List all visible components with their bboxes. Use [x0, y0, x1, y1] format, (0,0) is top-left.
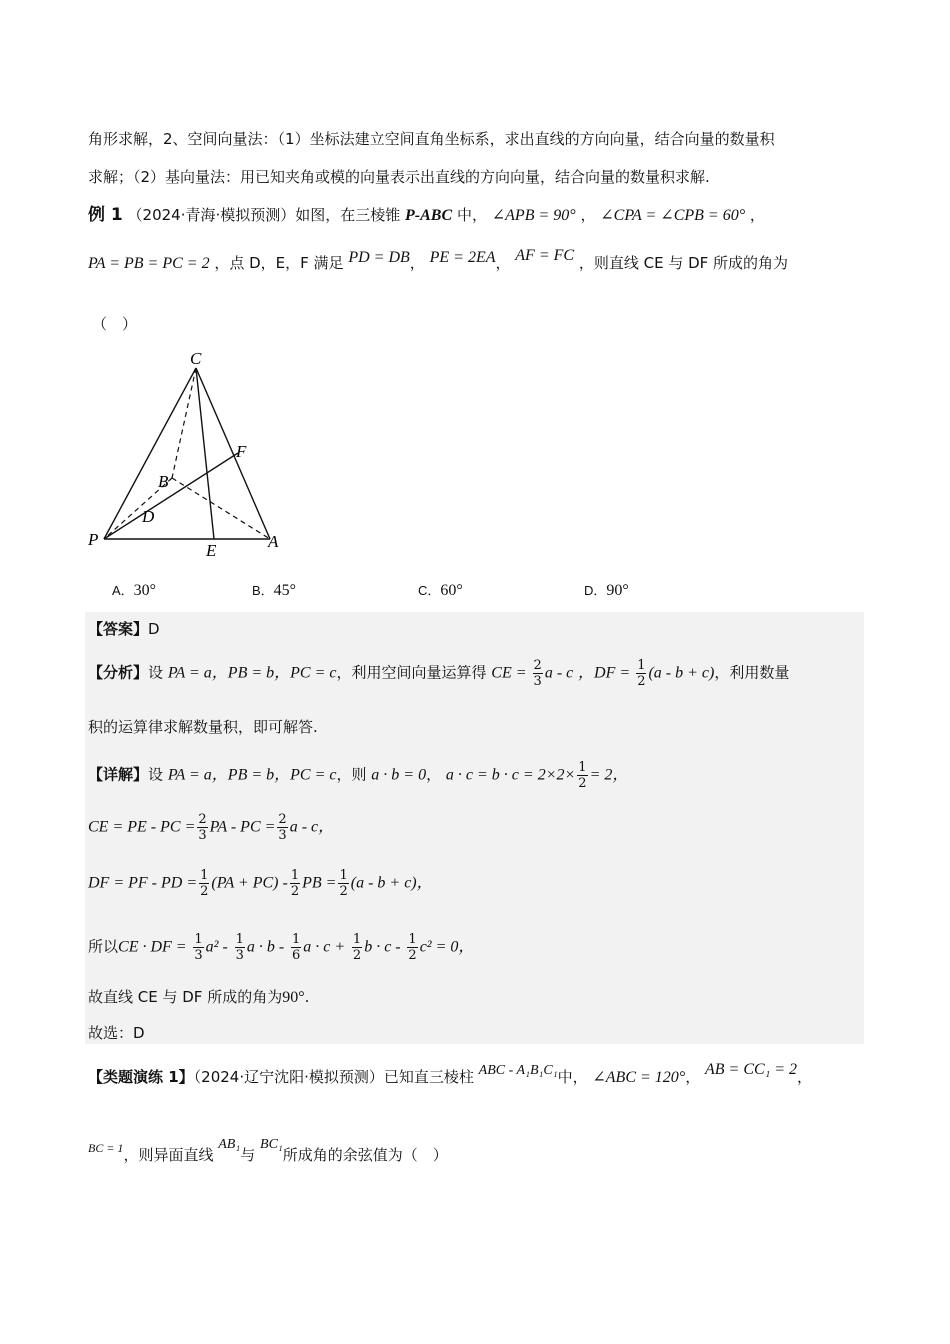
detail-ac-end: = 2， — [589, 766, 629, 784]
dot-g: c² = 0， — [419, 938, 475, 956]
conclusion-angle: 90° — [282, 989, 305, 1006]
option-d[interactable] — [584, 580, 629, 600]
option-b[interactable] — [252, 580, 296, 600]
analysis-set: 设 — [148, 663, 164, 682]
ce-derivation — [88, 812, 334, 843]
fraction — [193, 932, 203, 963]
practice-cond: AB = CC₁ = 2 — [705, 1061, 798, 1078]
option-b-label: B． — [252, 583, 274, 598]
example-line-2: PA = PB = PC = 2 ，点 D，E，F 满足 PD = DB， PE = 2EA， AF = FC ，则直线 CE 与 DF 所成的角为 — [88, 247, 789, 272]
df-b: (PA + PC) - — [211, 874, 288, 892]
detail-vars: PA = a，PB = b，PC = c — [167, 766, 337, 784]
fraction — [352, 932, 362, 963]
question-text: ，则直线 CE 与 DF 所成的角为 — [578, 254, 789, 272]
option-a-label: A． — [112, 583, 134, 598]
fraction-num: 1 — [339, 868, 348, 883]
detail-then: ，则 — [336, 765, 367, 784]
label-c: C — [190, 349, 202, 368]
option-c-value: 60° — [440, 582, 463, 599]
condition-pe: PE = 2EA — [429, 249, 496, 266]
answer-tag: 【答案】 — [88, 620, 149, 638]
label-d: D — [142, 507, 155, 526]
option-a-value: 30° — [133, 582, 157, 599]
example-sep: ， — [580, 206, 596, 224]
fraction — [197, 812, 207, 843]
fraction — [577, 760, 587, 791]
dot-c: a² - — [205, 938, 228, 956]
fraction-num: 1 — [235, 932, 244, 947]
practice-text-b: 与 — [240, 1146, 256, 1164]
analysis-tag: 【分析】 — [88, 663, 149, 682]
practice-mid: 中， — [557, 1068, 588, 1086]
label-b: B — [158, 472, 169, 491]
ce-b: PA - PC = — [209, 818, 276, 836]
fraction-den: 3 — [278, 828, 287, 843]
fraction-den: 2 — [352, 948, 362, 963]
dot-f: b · c - — [364, 938, 401, 956]
fraction-num: 1 — [578, 760, 587, 775]
points-text: ，点 D，E，F 满足 — [214, 254, 344, 272]
choice-line: 故选：D — [88, 1024, 145, 1042]
fraction-den: 6 — [291, 948, 301, 963]
conclusion-end: . — [304, 988, 310, 1006]
fraction-num: 1 — [194, 932, 203, 947]
fraction-den: 3 — [194, 948, 203, 963]
fraction-num: 2 — [198, 812, 207, 827]
option-d-label: D． — [584, 583, 607, 598]
fraction-den: 2 — [637, 674, 646, 689]
df-derivation — [88, 868, 433, 899]
example-heading — [88, 200, 765, 225]
practice-line-ab1: AB₁ — [218, 1137, 241, 1152]
label-a: A — [268, 532, 279, 551]
analysis-text: ，利用空间向量运算得 — [336, 663, 487, 682]
practice-line-bc1: BC₁ — [260, 1137, 283, 1152]
practice-bc: BC = 1 — [88, 1141, 124, 1155]
fraction — [407, 932, 417, 963]
option-c[interactable] — [418, 580, 463, 600]
df-c: PB = — [302, 874, 337, 892]
fraction-num: 1 — [290, 868, 300, 883]
dot-so: 所以 — [88, 937, 119, 956]
analysis-ce: CE = — [491, 664, 531, 682]
edge-cb — [172, 368, 196, 478]
df-a: DF = PF - PD = — [88, 874, 198, 892]
fraction — [290, 868, 300, 899]
edge-ca — [196, 368, 270, 539]
fraction-den: 2 — [200, 884, 209, 899]
intro-line-2: 求解；（2）基向量法：用已知夹角或模的向量表示出直线的方向向量，结合向量的数量积求解. — [88, 168, 710, 186]
fraction-num: 1 — [637, 658, 646, 673]
practice-angle: ∠ABC = 120° — [592, 1069, 686, 1086]
condition-apb: ∠APB = 90° — [491, 207, 576, 224]
detail-tag: 【详解】 — [88, 765, 149, 784]
example-label: 例 1 — [88, 205, 123, 225]
fraction — [277, 812, 287, 843]
dot-product-line — [88, 932, 474, 963]
condition-pd: PD = DB — [348, 249, 410, 266]
dot-b: CE · DF = — [118, 938, 187, 956]
fraction-den: 2 — [578, 776, 587, 791]
detail-set: 设 — [148, 765, 164, 784]
fraction-den: 2 — [290, 884, 300, 899]
option-b-value: 45° — [273, 582, 297, 599]
label-e: E — [206, 541, 217, 560]
practice-prism: ABC - A₁B₁C₁ — [478, 1063, 558, 1078]
dot-d: a · b - — [246, 938, 285, 956]
analysis-vars: PA = a，PB = b，PC = c — [167, 664, 337, 682]
fraction-den: 3 — [235, 948, 244, 963]
practice-line-1 — [88, 1061, 813, 1087]
label-f: F — [236, 442, 247, 461]
analysis-df: ，DF = — [578, 664, 635, 682]
option-d-value: 90° — [606, 582, 629, 599]
practice-source: （2024·辽宁沈阳·模拟预测）已知直三棱柱 — [193, 1068, 474, 1086]
condition-af: AF = FC — [515, 247, 575, 264]
detail-line-1: 【详解】设 PA = a，PB = b，PC = c，则 a · b = 0， a · c = b · c = 2×2× $\frac{1}{2}$ = 2， — [88, 760, 629, 791]
ce-a: CE = PE - PC = — [88, 818, 196, 836]
segment-ce — [196, 368, 214, 539]
option-c-label: C． — [418, 583, 441, 598]
analysis-line-1 — [88, 658, 789, 689]
fraction — [199, 868, 209, 899]
answer-paren: （ ） — [92, 315, 138, 333]
pyramid-name: P-ABC — [405, 207, 453, 224]
fraction-den: 3 — [533, 674, 542, 689]
ce-c: a - c， — [289, 818, 335, 836]
fraction-den: 3 — [198, 828, 207, 843]
analysis-df-rest: (a - b + c) — [648, 664, 715, 682]
label-p: P — [88, 530, 99, 549]
fraction-num: 1 — [291, 932, 301, 947]
fraction — [291, 932, 301, 963]
practice-text-a: ，则异面直线 — [123, 1146, 214, 1164]
fraction-den: 2 — [339, 884, 348, 899]
conclusion-line — [88, 986, 309, 1007]
fraction — [235, 932, 245, 963]
fraction-num: 1 — [352, 932, 362, 947]
fraction-num: 2 — [533, 658, 542, 673]
dot-e: a · c + — [303, 938, 346, 956]
fraction-num: 1 — [408, 932, 417, 947]
answer-value: D — [148, 620, 160, 638]
detail-ab: a · b = 0 — [371, 766, 427, 784]
fraction — [338, 868, 348, 899]
fraction-num: 1 — [200, 868, 209, 883]
practice-line-2 — [88, 1137, 448, 1165]
answer-line — [88, 618, 160, 639]
detail-ac: a · c = b · c = 2×2× — [445, 766, 576, 784]
fraction — [533, 658, 543, 689]
analysis-ce-rest: a - c — [544, 664, 574, 682]
fraction — [636, 658, 646, 689]
example-end: ， — [749, 206, 765, 224]
condition-cpa-cpb: ∠CPA = ∠CPB = 60° — [600, 207, 746, 224]
conclusion-text: 故直线 CE 与 DF 所成的角为 — [88, 988, 283, 1006]
intro-line-1: 角形求解，2、空间向量法：（1）坐标法建立空间直角坐标系，求出直线的方向向量，结合向量的数量积 — [88, 130, 775, 148]
example-mid: 中， — [456, 206, 487, 224]
condition-lengths: PA = PB = PC = 2 — [88, 255, 210, 272]
option-a[interactable] — [112, 580, 156, 600]
analysis-end: ，利用数量 — [714, 663, 790, 682]
practice-tag: 【类题演练 1】 — [88, 1068, 194, 1086]
pyramid-figure — [84, 346, 294, 564]
edge-ba — [172, 478, 270, 539]
segment-df — [104, 453, 238, 539]
fraction-den: 2 — [408, 948, 417, 963]
practice-comma: ， — [797, 1068, 813, 1086]
df-d: (a - b + c)， — [350, 874, 433, 892]
practice-text-c: 所成角的余弦值为（ ） — [282, 1146, 448, 1164]
practice-comma: ， — [685, 1068, 701, 1086]
example-source: （2024·青海·模拟预测）如图，在三棱锥 — [127, 206, 401, 224]
analysis-line-2: 积的运算律求解数量积，即可解答. — [88, 718, 318, 736]
fraction-num: 2 — [278, 812, 287, 827]
